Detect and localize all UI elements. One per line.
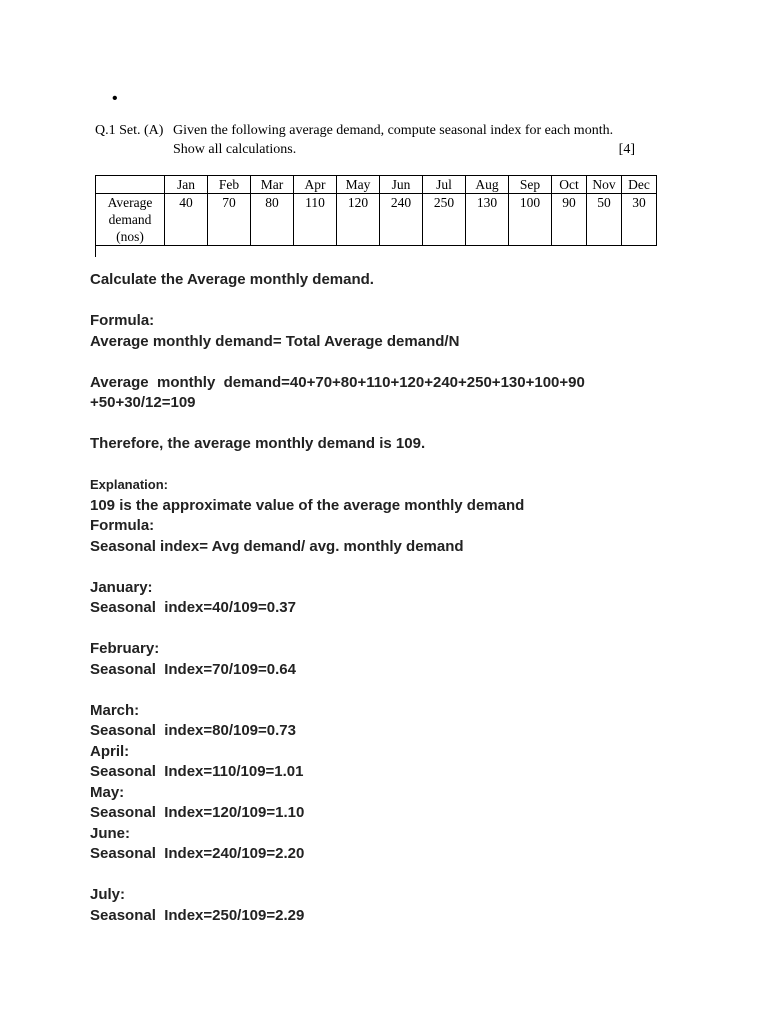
table-header-cell: Nov — [587, 176, 622, 194]
explanation-text: 109 is the approximate value of the average monthly demand — [90, 496, 525, 514]
formula-label: Formula: — [90, 517, 155, 534]
question-line-2 — [173, 142, 635, 158]
calculation-line: Average monthly demand=40+70+80+110+120+240+250+130+100+90 — [90, 373, 585, 391]
table-header-cell: Feb — [208, 176, 251, 194]
month-name: January: — [90, 578, 153, 596]
formula-text: Average monthly demand= Total Average demand/N — [90, 332, 460, 350]
month-calculation: Seasonal Index=240/109=2.20 — [90, 845, 305, 862]
month-name: February: — [90, 640, 160, 657]
table-header-row — [96, 176, 657, 194]
section-heading: Calculate the Average monthly demand. — [90, 271, 374, 288]
table-cell: 120 — [337, 194, 380, 246]
table-cell: 50 — [587, 194, 622, 246]
month-name: July: — [90, 886, 126, 903]
table-corner-cell — [96, 176, 165, 194]
cursor-mark — [95, 246, 96, 257]
table-cell: 130 — [466, 194, 509, 246]
table-header-cell: Mar — [251, 176, 294, 194]
month-calculation: Seasonal Index=120/109=1.10 — [90, 804, 305, 821]
table-header-cell: Jun — [380, 176, 423, 194]
table-header-cell: Jul — [423, 176, 466, 194]
table-header-cell: Aug — [466, 176, 509, 194]
month-calculation: Seasonal index=80/109=0.73 — [90, 722, 296, 739]
question-label: Q.1 Set. (A) — [95, 123, 164, 138]
month-name: March: — [90, 701, 140, 719]
demand-table — [95, 175, 657, 246]
table-cell: 240 — [380, 194, 423, 246]
table-header-cell: Apr — [294, 176, 337, 194]
table-header-cell: Dec — [622, 176, 657, 194]
question-text-2: Show all calculations. — [173, 142, 297, 157]
table-cell: 110 — [294, 194, 337, 246]
formula-text: Seasonal index= Avg demand/ avg. monthly demand — [90, 537, 464, 555]
question-line — [95, 123, 640, 139]
table-cell: 100 — [509, 194, 552, 246]
result-statement: Therefore, the average monthly demand is 109. — [90, 435, 426, 452]
question-marks: [4] — [618, 142, 635, 157]
month-name: May: — [90, 783, 125, 801]
table-header-cell: Oct — [552, 176, 587, 194]
table-cell: 30 — [622, 194, 657, 246]
month-calculation: Seasonal Index=110/109=1.01 — [90, 763, 304, 780]
table-header-cell: Jan — [165, 176, 208, 194]
table-header-cell: Sep — [509, 176, 552, 194]
table-row-header: Average demand (nos) — [96, 194, 165, 246]
month-name: April: — [90, 742, 130, 760]
month-calculation: Seasonal Index=250/109=2.29 — [90, 906, 305, 924]
table-cell: 90 — [552, 194, 587, 246]
calculation-line: +50+30/12=109 — [90, 394, 196, 411]
table-header-cell: May — [337, 176, 380, 194]
bullet-point: • — [112, 90, 118, 107]
table-cell: 250 — [423, 194, 466, 246]
month-calculation: Seasonal Index=70/109=0.64 — [90, 660, 296, 678]
explanation-label: Explanation: — [90, 477, 169, 492]
answer-content — [90, 270, 690, 926]
month-calculation: Seasonal index=40/109=0.37 — [90, 599, 296, 616]
formula-label: Formula: — [90, 312, 155, 329]
table-cell: 70 — [208, 194, 251, 246]
table-cell: 80 — [251, 194, 294, 246]
month-name: June: — [90, 824, 131, 842]
question-text: Given the following average demand, compute seasonal index for each month. — [173, 123, 614, 138]
table-cell: 40 — [165, 194, 208, 246]
table-row — [96, 194, 657, 246]
